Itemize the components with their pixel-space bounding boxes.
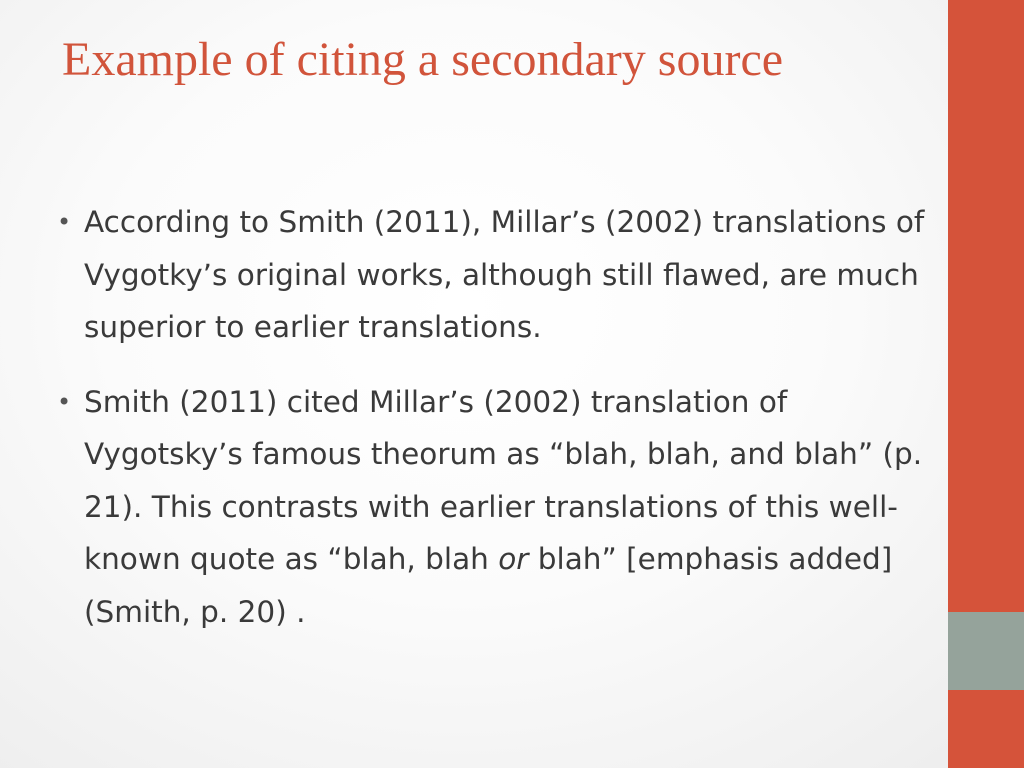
bullet-text: According to Smith (2011), Millar’s (2002) translations of Vygotky’s original works, although still flawed, are much superior to earlier translations. bbox=[84, 205, 925, 344]
bullet-text-part: Smith (2011) cited Millar’s (2002) translation of Vygotsky’s famous theorum as “blah, blah, and blah” (p. 21). This contrasts with earlier translations of this well-known quote as “blah, blah bbox=[84, 384, 923, 576]
bullet-icon: • bbox=[57, 387, 72, 416]
bullet-text-part: blah” [emphasis added] (Smith, p. 20) . bbox=[84, 542, 893, 629]
bullet-icon: • bbox=[57, 208, 72, 236]
emphasized-word: or bbox=[498, 542, 529, 576]
bullet-list bbox=[57, 196, 927, 660]
slide-title: Example of citing a secondary source bbox=[62, 33, 784, 86]
side-accent-block bbox=[948, 612, 1024, 690]
bullet-item bbox=[57, 196, 927, 354]
bullet-text bbox=[84, 385, 922, 629]
bullet-item bbox=[57, 376, 927, 639]
